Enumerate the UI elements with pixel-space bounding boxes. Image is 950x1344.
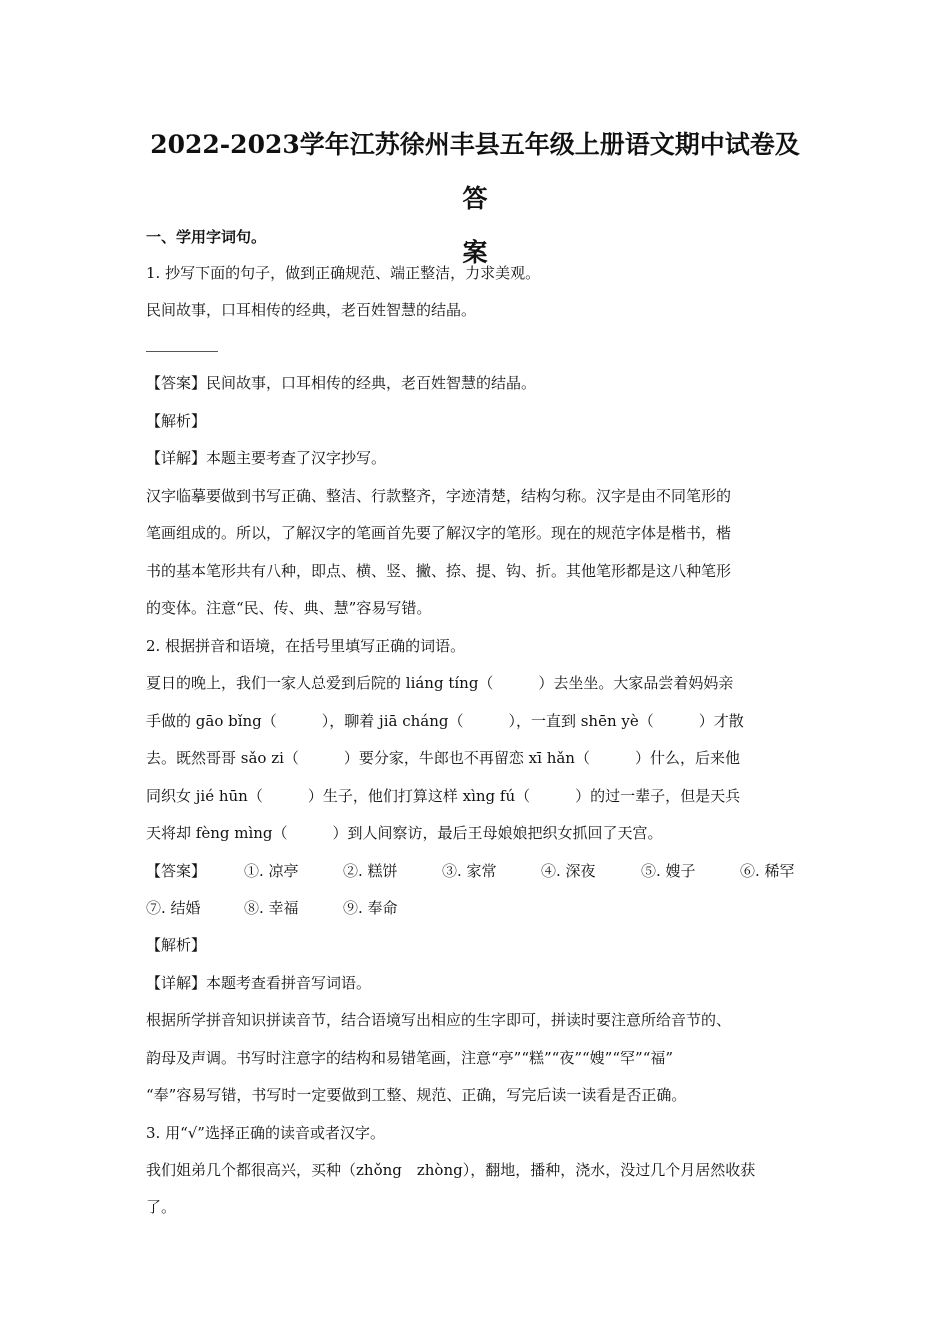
q1-sentence: 民间故事，口耳相传的经典，老百姓智慧的结晶。	[146, 301, 477, 319]
q2-answer-label: 【答案】	[146, 862, 207, 880]
q2-passage-line: 去。既然哥哥 sǎo zi（ ）要分家，牛郎也不再留恋 xī hǎn（ ）什么，后来他	[146, 749, 740, 767]
q2-answer-item: ②. 糕饼	[343, 862, 398, 880]
q2-detail: 【详解】本题考查看拼音写词语。	[146, 974, 372, 992]
q2-answer-item: ⑦. 结婚	[146, 899, 201, 917]
q2-passage-line: 夏日的晚上，我们一家人总爱到后院的 liáng tíng（ ）去坐坐。大家品尝着妈妈亲	[146, 674, 734, 692]
q2-passage-line: 同织女 jié hūn（ ）生子，他们打算这样 xìng fú（ ）的过一辈子，但是天兵	[146, 787, 741, 805]
q1-explain-line: 书的基本笔形共有八种，即点、横、竖、撇、捺、提、钩、折。其他笔形都是这八种笔形	[146, 562, 732, 580]
q2-explain-line: 根据所学拼音知识拼读音节，结合语境写出相应的生字即可，拼读时要注意所给音节的、	[146, 1011, 732, 1029]
q2-answer-item: ③. 家常	[442, 862, 497, 880]
title-line-2: 案	[462, 238, 488, 267]
q1-analysis-label: 【解析】	[146, 412, 207, 430]
q2-analysis-label: 【解析】	[146, 936, 207, 954]
q2-answer-item: ④. 深夜	[541, 862, 596, 880]
q2-explain-line: “奉”容易写错，书写时一定要做到工整、规范、正确，写完后读一读看是否正确。	[146, 1086, 687, 1104]
document-title	[140, 118, 810, 280]
q1-detail: 【详解】本题主要考查了汉字抄写。	[146, 449, 387, 467]
section-heading: 一、学用字词句。	[146, 228, 267, 246]
q2-answer-item: ⑥. 稀罕	[740, 862, 795, 880]
q1-explain-line: 的变体。注意“民、传、典、慧”容易写错。	[146, 599, 432, 617]
q3-passage-line: 我们姐弟几个都很高兴，买种（zhǒng zhòng），翻地，播种，浇水，没过几个月居然收获	[146, 1161, 756, 1179]
q2-answer-item: ⑨. 奉命	[343, 899, 398, 917]
q2-passage-line: 手做的 gāo bǐng（ ），聊着 jiā cháng（ ），一直到 shēn yè（ ）才散	[146, 712, 744, 730]
q3-prompt: 3. 用“√”选择正确的读音或者汉字。	[146, 1124, 385, 1142]
q1-prompt: 1. 抄写下面的句子，做到正确规范、端正整洁，力求美观。	[146, 264, 541, 282]
q2-passage-line: 天将却 fèng mìng（ ）到人间察访，最后王母娘娘把织女抓回了天宫。	[146, 824, 663, 842]
q1-answer: 【答案】民间故事，口耳相传的经典，老百姓智慧的结晶。	[146, 374, 537, 392]
q2-answer-item: ⑧. 幸福	[244, 899, 299, 917]
title-line-1: 2022-2023学年江苏徐州丰县五年级上册语文期中试卷及答	[150, 130, 800, 213]
q1-explain-line: 笔画组成的。所以，了解汉字的笔画首先要了解汉字的笔形。现在的规范字体是楷书，楷	[146, 524, 732, 542]
q1-explain-line: 汉字临摹要做到书写正确、整洁、行款整齐，字迹清楚，结构匀称。汉字是由不同笔形的	[146, 487, 732, 505]
q2-answer-item: ⑤. 嫂子	[641, 862, 696, 880]
q2-explain-line: 韵母及声调。书写时注意字的结构和易错笔画，注意“亭”“糕”“夜”“嫂”“罕”“福”	[146, 1049, 674, 1067]
answer-write-line	[146, 351, 218, 352]
q3-passage-line: 了。	[146, 1198, 177, 1216]
q2-prompt: 2. 根据拼音和语境，在括号里填写正确的词语。	[146, 637, 466, 655]
q2-answer-item: ①. 凉亭	[244, 862, 299, 880]
